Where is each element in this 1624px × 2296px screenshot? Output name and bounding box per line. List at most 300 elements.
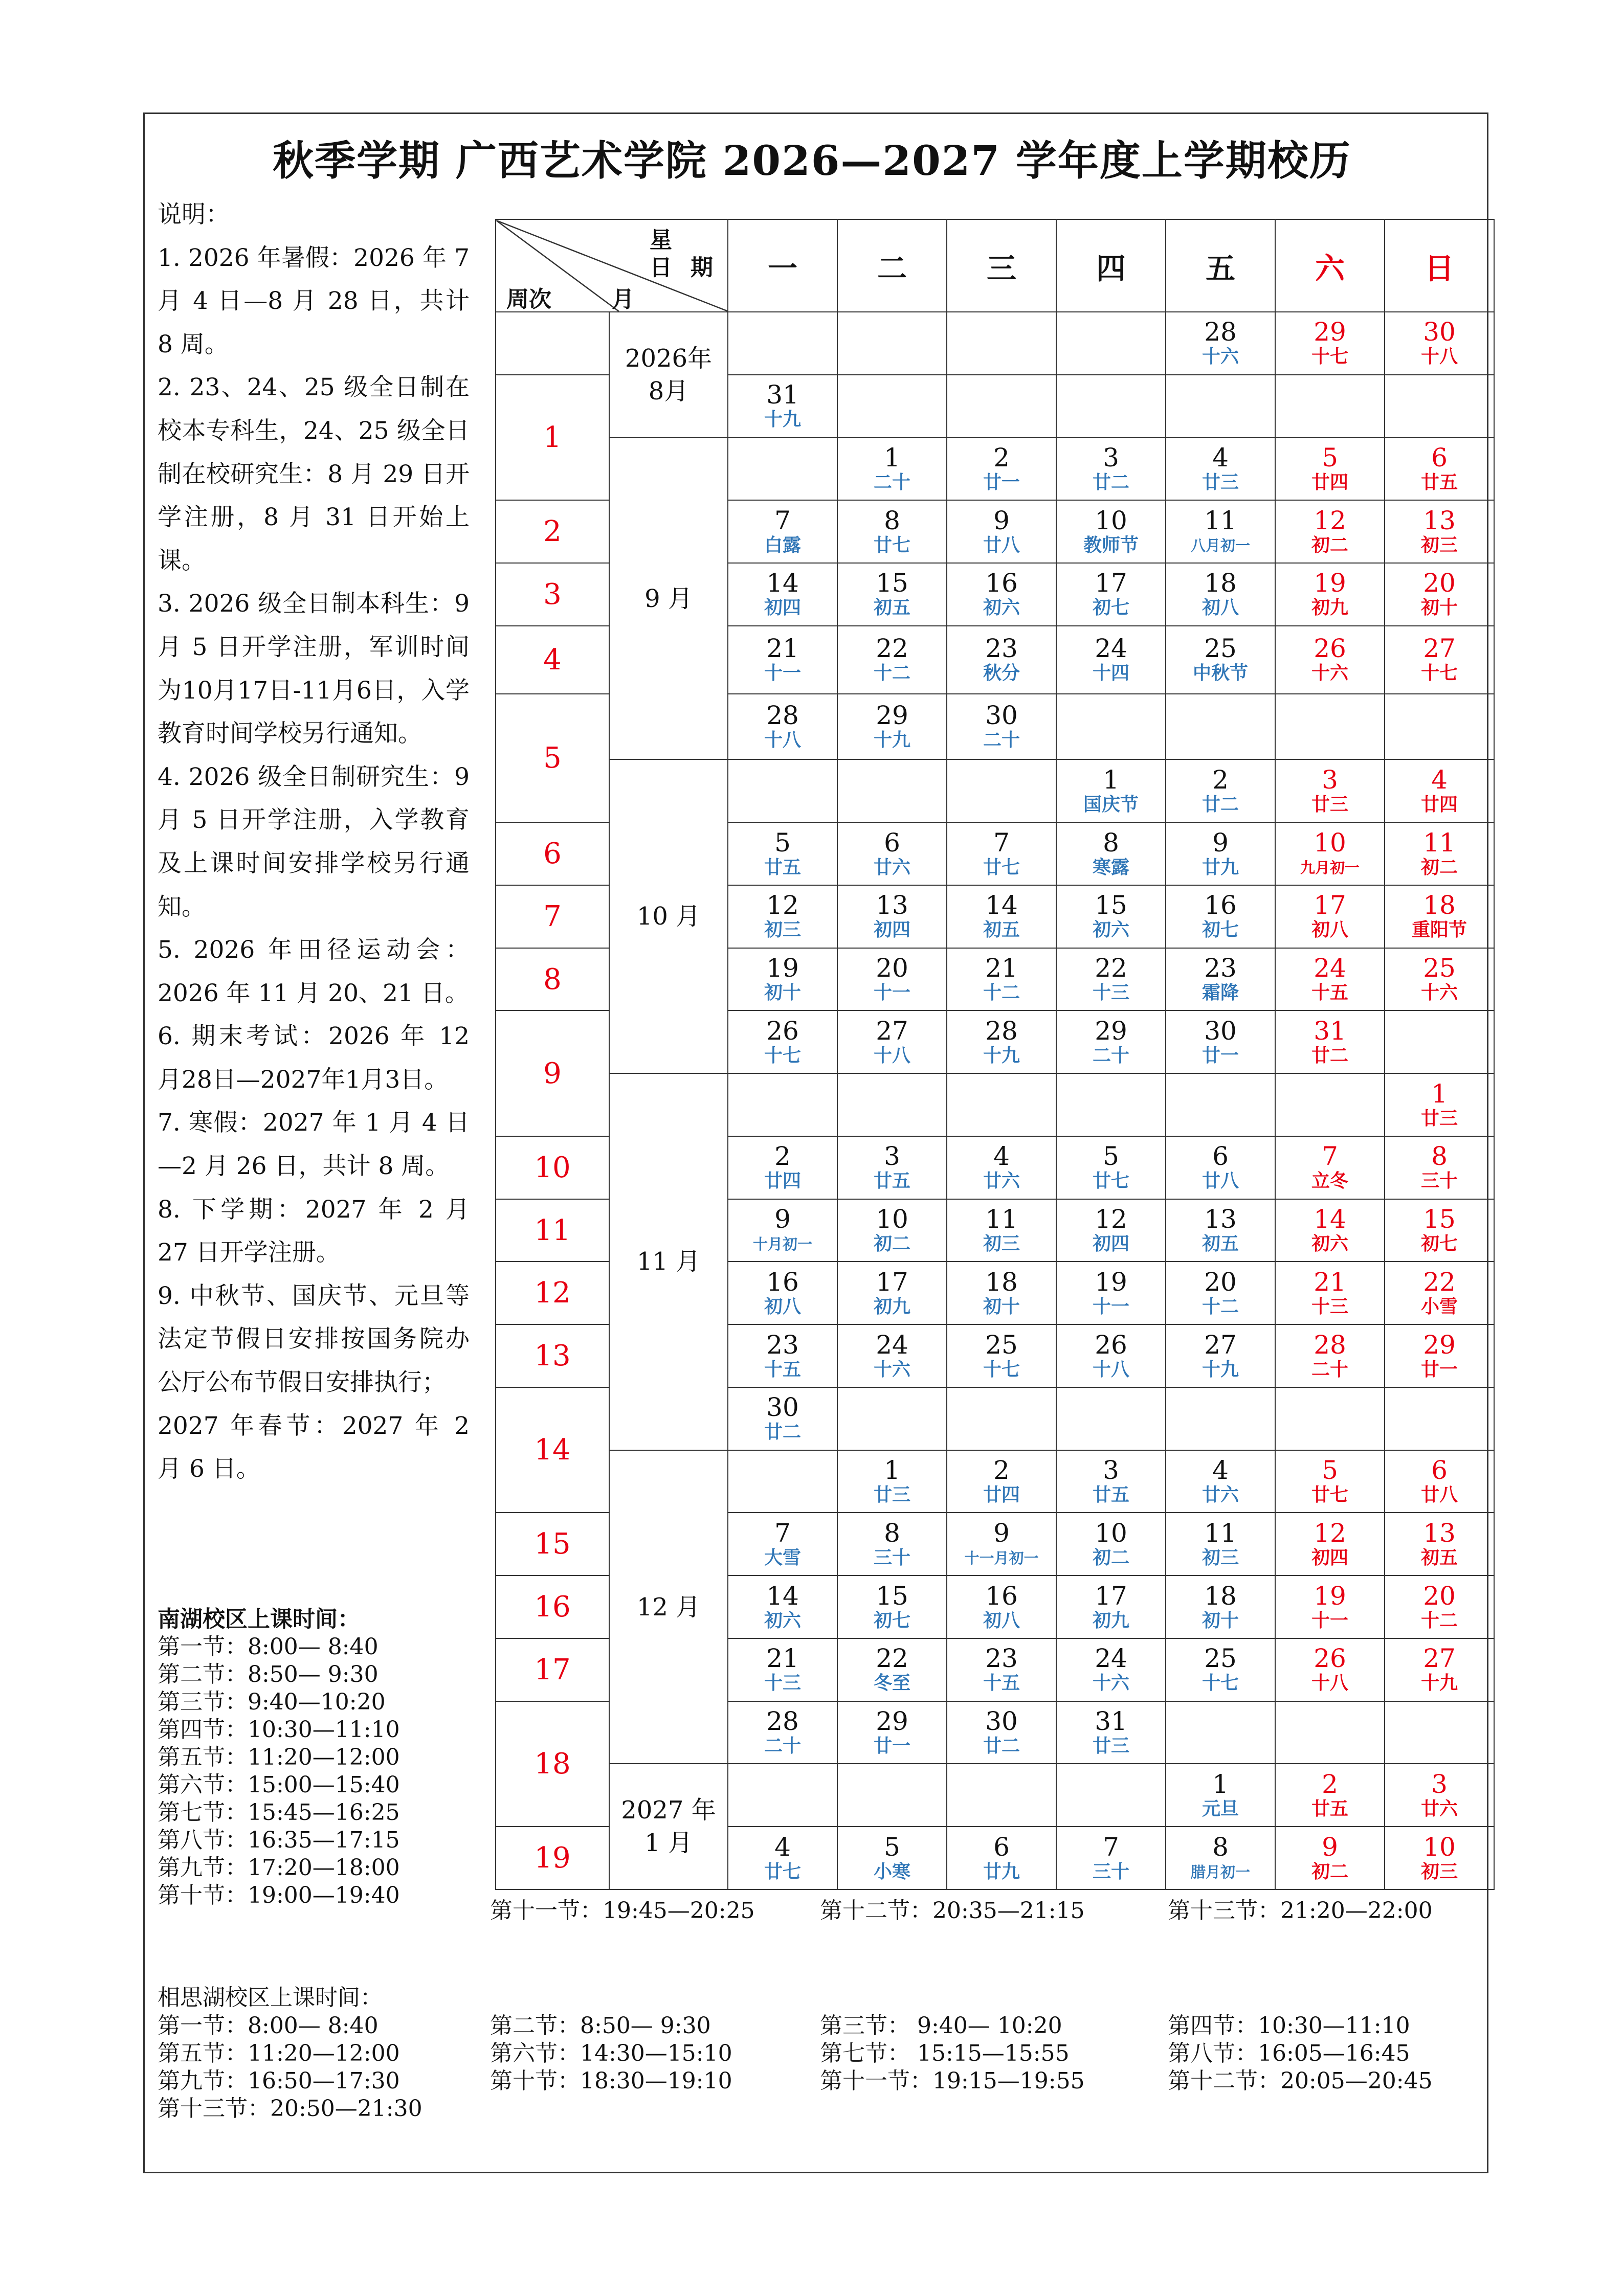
day-cell bbox=[1275, 1010, 1385, 1073]
lunar-date: 十三 bbox=[1311, 1296, 1348, 1317]
day-cell bbox=[728, 438, 837, 501]
day-cell bbox=[1275, 1387, 1385, 1450]
lunar-date: 十六 bbox=[873, 1359, 910, 1380]
day-cell bbox=[837, 1701, 947, 1764]
lunar-date: 十一 bbox=[764, 663, 801, 684]
day-number: 20 bbox=[1423, 568, 1456, 598]
day-cell bbox=[1385, 563, 1494, 626]
day-number: 19 bbox=[1095, 1267, 1127, 1297]
page-title: 秋季学期 广西艺术学院 2026—2027 学年度上学期校历 bbox=[273, 137, 1351, 185]
day-number: 23 bbox=[985, 634, 1018, 664]
lunar-date: 中秋节 bbox=[1192, 663, 1248, 684]
day-number: 20 bbox=[1204, 1267, 1237, 1297]
day-cell bbox=[837, 1324, 947, 1387]
lunar-date: 初八 bbox=[1202, 597, 1239, 619]
lunar-date: 初五 bbox=[1420, 1547, 1458, 1568]
period-item: 第十三节：21:20—22:00 bbox=[1168, 1898, 1433, 1924]
day-cell bbox=[728, 1513, 837, 1575]
day-number: 5 bbox=[884, 1832, 900, 1862]
day-number: 24 bbox=[1314, 953, 1346, 983]
day-cell bbox=[1166, 1764, 1275, 1827]
lunar-date: 十二 bbox=[1202, 1296, 1239, 1317]
week-number: 6 bbox=[496, 822, 609, 885]
day-number: 18 bbox=[1204, 568, 1237, 598]
lunar-date: 十一 bbox=[1092, 1296, 1129, 1317]
day-cell bbox=[1056, 1010, 1166, 1073]
lunar-date: 廿一 bbox=[1420, 1359, 1458, 1380]
week-number bbox=[496, 312, 609, 375]
period-item: 第三节： 9:40— 10:20 bbox=[820, 2013, 1062, 2039]
lunar-date: 初三 bbox=[1202, 1547, 1239, 1568]
lunar-date: 廿四 bbox=[983, 1484, 1020, 1506]
weekday-header: 六 bbox=[1275, 219, 1385, 312]
day-number: 14 bbox=[766, 1581, 799, 1611]
lunar-date: 廿七 bbox=[1092, 1170, 1129, 1192]
period-item: 第四节：10:30—11:10 bbox=[1168, 2013, 1410, 2039]
lunar-date: 廿六 bbox=[1420, 1798, 1458, 1819]
day-cell bbox=[728, 822, 837, 885]
day-number: 30 bbox=[1423, 317, 1456, 347]
day-cell bbox=[837, 694, 947, 760]
day-cell bbox=[1385, 694, 1494, 760]
day-cell bbox=[947, 1827, 1056, 1889]
xiangsihu-col-3 bbox=[820, 2012, 1085, 2095]
lunar-date: 廿六 bbox=[983, 1170, 1020, 1192]
lunar-date: 初二 bbox=[1311, 534, 1348, 556]
day-number: 12 bbox=[766, 890, 799, 920]
lunar-date: 廿七 bbox=[764, 1861, 801, 1882]
day-number: 2 bbox=[993, 1455, 1010, 1485]
day-cell bbox=[1275, 1324, 1385, 1387]
day-cell bbox=[1275, 312, 1385, 375]
day-cell bbox=[1385, 438, 1494, 501]
lunar-date: 廿六 bbox=[873, 857, 910, 878]
week-number: 7 bbox=[496, 885, 609, 948]
day-cell bbox=[1166, 694, 1275, 760]
day-cell bbox=[1385, 1827, 1494, 1889]
day-cell bbox=[1275, 1513, 1385, 1575]
day-number: 8 bbox=[1212, 1832, 1229, 1862]
day-number: 2 bbox=[1322, 1769, 1338, 1799]
lunar-date: 十八 bbox=[1420, 346, 1458, 368]
day-cell bbox=[728, 1387, 837, 1450]
period-item: 第一节：8:00— 8:40 bbox=[158, 1634, 379, 1660]
day-number: 3 bbox=[1103, 442, 1119, 472]
day-number: 22 bbox=[876, 634, 908, 664]
week-number: 2 bbox=[496, 500, 609, 563]
lunar-date: 初九 bbox=[1092, 1610, 1129, 1631]
day-cell bbox=[1056, 1262, 1166, 1324]
day-number: 10 bbox=[1314, 827, 1346, 858]
day-cell bbox=[837, 759, 947, 822]
lunar-date: 腊月初一 bbox=[1190, 1863, 1250, 1881]
calendar-row bbox=[496, 312, 1494, 375]
period-item: 第九节：16:50—17:30 bbox=[158, 2068, 400, 2094]
day-number: 2 bbox=[774, 1141, 791, 1172]
lunar-date: 初十 bbox=[1202, 1610, 1239, 1631]
day-number: 28 bbox=[985, 1016, 1018, 1046]
lunar-date: 十七 bbox=[1420, 663, 1458, 684]
period-item: 第八节：16:05—16:45 bbox=[1168, 2040, 1410, 2066]
period-item: 第三节：9:40—10:20 bbox=[158, 1689, 386, 1715]
day-number: 12 bbox=[1314, 505, 1346, 535]
week-number: 15 bbox=[496, 1513, 609, 1575]
day-cell bbox=[1385, 1575, 1494, 1638]
calendar-row bbox=[496, 1764, 1494, 1827]
lunar-date: 廿五 bbox=[764, 857, 801, 878]
day-cell bbox=[1056, 563, 1166, 626]
day-cell bbox=[1385, 500, 1494, 563]
day-number: 7 bbox=[1103, 1832, 1119, 1862]
day-number: 31 bbox=[766, 380, 799, 410]
lunar-date: 廿六 bbox=[1202, 1484, 1239, 1506]
day-cell bbox=[947, 1199, 1056, 1262]
day-number: 11 bbox=[1423, 827, 1456, 858]
period-item: 第五节：11:20—12:00 bbox=[158, 1744, 400, 1770]
day-cell bbox=[947, 626, 1056, 694]
lunar-date: 廿四 bbox=[1311, 471, 1348, 493]
day-number: 15 bbox=[1095, 890, 1127, 920]
lunar-date: 十七 bbox=[983, 1359, 1020, 1380]
day-number: 4 bbox=[1431, 764, 1448, 795]
day-number: 26 bbox=[766, 1016, 799, 1046]
period-item: 第六节：15:00—15:40 bbox=[158, 1772, 400, 1798]
day-number: 6 bbox=[1431, 442, 1448, 472]
period-item: 第四节：10:30—11:10 bbox=[158, 1717, 400, 1743]
day-number: 19 bbox=[1314, 568, 1346, 598]
day-number: 12 bbox=[1095, 1204, 1127, 1234]
lunar-date: 廿三 bbox=[1311, 794, 1348, 815]
lunar-date: 十一月初一 bbox=[964, 1549, 1039, 1567]
day-number: 9 bbox=[1322, 1832, 1338, 1862]
day-number: 29 bbox=[1095, 1016, 1127, 1046]
note-item: 4. 2026 级全日制研究生：9 月 5 日开学注册，入学教育及上课时间安排学校另行通知。 bbox=[158, 762, 470, 921]
calendar-table bbox=[495, 219, 1495, 1890]
xiangsihu-col-1 bbox=[158, 2012, 422, 2123]
lunar-date: 十五 bbox=[983, 1673, 1020, 1694]
day-cell bbox=[1056, 1575, 1166, 1638]
day-cell bbox=[1385, 1262, 1494, 1324]
day-number: 4 bbox=[1212, 442, 1229, 472]
day-cell bbox=[1275, 438, 1385, 501]
day-number: 20 bbox=[876, 953, 908, 983]
day-number: 29 bbox=[876, 1706, 908, 1737]
day-cell bbox=[1385, 312, 1494, 375]
lunar-date: 初九 bbox=[1311, 597, 1348, 619]
day-cell bbox=[1166, 1136, 1275, 1199]
lunar-date: 国庆节 bbox=[1083, 794, 1139, 815]
day-number: 2 bbox=[1212, 764, 1229, 795]
day-cell bbox=[1385, 1387, 1494, 1450]
note-item: 5. 2026 年田径运动会：2026 年 11 月 20、21 日。 bbox=[158, 936, 470, 1007]
lunar-date: 廿一 bbox=[873, 1736, 910, 1757]
day-cell bbox=[1056, 312, 1166, 375]
lunar-date: 教师节 bbox=[1083, 534, 1139, 556]
lunar-date: 廿五 bbox=[873, 1170, 910, 1192]
day-cell bbox=[947, 694, 1056, 760]
day-cell bbox=[1056, 759, 1166, 822]
day-cell bbox=[1385, 1764, 1494, 1827]
day-number: 5 bbox=[1322, 442, 1338, 472]
day-cell bbox=[1166, 1827, 1275, 1889]
weekday-header: 五 bbox=[1166, 219, 1275, 312]
day-cell bbox=[837, 1387, 947, 1450]
day-number: 17 bbox=[1314, 890, 1346, 920]
day-cell bbox=[728, 500, 837, 563]
lunar-date: 十四 bbox=[1092, 663, 1129, 684]
lunar-date: 初六 bbox=[764, 1610, 801, 1631]
day-cell bbox=[837, 500, 947, 563]
day-number: 11 bbox=[1204, 505, 1237, 535]
lunar-date: 十六 bbox=[1202, 346, 1239, 368]
calendar-row bbox=[496, 1073, 1494, 1136]
day-cell bbox=[728, 1199, 837, 1262]
day-number: 22 bbox=[1423, 1267, 1456, 1297]
lunar-date: 初十 bbox=[1420, 597, 1458, 619]
note-item: 9. 中秋节、国庆节、元旦等法定节假日安排按国务院办公厅公布节假日安排执行； bbox=[158, 1281, 470, 1397]
lunar-date: 十七 bbox=[764, 1045, 801, 1066]
lunar-date: 初二 bbox=[1420, 857, 1458, 878]
day-cell bbox=[1056, 1513, 1166, 1575]
day-number: 4 bbox=[774, 1832, 791, 1862]
lunar-date: 廿四 bbox=[1420, 794, 1458, 815]
day-cell bbox=[1385, 1199, 1494, 1262]
lunar-date: 廿九 bbox=[983, 1861, 1020, 1882]
lunar-date: 霜降 bbox=[1202, 982, 1239, 1004]
day-cell bbox=[728, 1450, 837, 1513]
day-number: 6 bbox=[884, 827, 900, 858]
day-cell bbox=[728, 1010, 837, 1073]
day-number: 26 bbox=[1314, 1644, 1346, 1674]
day-number: 7 bbox=[774, 1518, 791, 1548]
day-cell bbox=[728, 563, 837, 626]
lunar-date: 十二 bbox=[1420, 1610, 1458, 1631]
lunar-date: 秋分 bbox=[983, 663, 1020, 684]
day-cell bbox=[1166, 375, 1275, 438]
day-cell bbox=[728, 1827, 837, 1889]
lunar-date: 十九 bbox=[1202, 1359, 1239, 1380]
note-item: 7. 寒假：2027 年 1 月 4 日—2 月 26 日，共计 8 周。 bbox=[158, 1109, 470, 1181]
period-item: 第十节：19:00—19:40 bbox=[158, 1882, 400, 1908]
day-number: 24 bbox=[1095, 1644, 1127, 1674]
calendar-row bbox=[496, 438, 1494, 501]
day-number: 16 bbox=[985, 1581, 1018, 1611]
day-cell bbox=[947, 1638, 1056, 1701]
note-item: 2. 23、24、25 级全日制在校本专科生，24、25 级全日制在校研究生：8 月 29 日开学注册，8 月 31 日开始上课。 bbox=[158, 373, 470, 575]
lunar-date: 十八 bbox=[764, 730, 801, 751]
day-number: 1 bbox=[884, 1455, 900, 1485]
day-number: 5 bbox=[1322, 1455, 1338, 1485]
day-cell bbox=[1056, 1199, 1166, 1262]
period-item: 第六节：14:30—15:10 bbox=[490, 2040, 732, 2066]
lunar-date: 初六 bbox=[983, 597, 1020, 619]
day-cell bbox=[947, 1073, 1056, 1136]
lunar-date: 十七 bbox=[1311, 346, 1348, 368]
day-cell bbox=[1166, 1073, 1275, 1136]
lunar-date: 廿五 bbox=[1420, 471, 1458, 493]
day-cell bbox=[728, 375, 837, 438]
lunar-date: 初二 bbox=[1092, 1547, 1129, 1568]
weekday-header: 二 bbox=[837, 219, 947, 312]
day-number: 25 bbox=[1204, 634, 1237, 664]
day-cell bbox=[1385, 1010, 1494, 1073]
day-cell bbox=[1385, 1136, 1494, 1199]
day-number: 25 bbox=[985, 1330, 1018, 1360]
lunar-date: 白露 bbox=[764, 534, 801, 556]
lunar-date: 廿二 bbox=[1311, 1045, 1348, 1066]
day-cell bbox=[1275, 375, 1385, 438]
day-number: 14 bbox=[1314, 1204, 1346, 1234]
nanhu-schedule bbox=[158, 1606, 400, 1909]
lunar-date: 初十 bbox=[983, 1296, 1020, 1317]
lunar-date: 三十 bbox=[873, 1547, 910, 1568]
day-cell bbox=[1275, 759, 1385, 822]
lunar-date: 大雪 bbox=[764, 1547, 801, 1568]
day-number: 21 bbox=[766, 1644, 799, 1674]
calendar-row bbox=[496, 759, 1494, 822]
day-cell bbox=[837, 1513, 947, 1575]
week-number: 10 bbox=[496, 1136, 609, 1199]
day-cell bbox=[837, 822, 947, 885]
day-cell bbox=[1385, 1513, 1494, 1575]
day-cell bbox=[837, 375, 947, 438]
period-item: 第一节：8:00— 8:40 bbox=[158, 2013, 379, 2039]
day-cell bbox=[947, 312, 1056, 375]
day-number: 8 bbox=[884, 505, 900, 535]
day-cell bbox=[837, 1638, 947, 1701]
day-cell bbox=[1166, 1575, 1275, 1638]
day-cell bbox=[837, 1764, 947, 1827]
day-number: 9 bbox=[774, 1204, 791, 1234]
lunar-date: 初二 bbox=[873, 1233, 910, 1255]
day-cell bbox=[1275, 1262, 1385, 1324]
lunar-date: 初八 bbox=[1311, 919, 1348, 941]
day-number: 16 bbox=[1204, 890, 1237, 920]
lunar-date: 初二 bbox=[1311, 1861, 1348, 1882]
day-number: 28 bbox=[766, 701, 799, 731]
period-item: 第十节：18:30—19:10 bbox=[490, 2068, 732, 2094]
day-number: 10 bbox=[876, 1204, 908, 1234]
day-cell bbox=[837, 885, 947, 948]
day-cell bbox=[947, 1764, 1056, 1827]
day-cell bbox=[1385, 1701, 1494, 1764]
day-cell bbox=[728, 1764, 837, 1827]
day-number: 17 bbox=[1095, 568, 1127, 598]
day-cell bbox=[837, 626, 947, 694]
lunar-date: 重阳节 bbox=[1411, 919, 1467, 941]
lunar-date: 初七 bbox=[1202, 919, 1239, 941]
day-cell bbox=[1056, 438, 1166, 501]
day-cell bbox=[1275, 1450, 1385, 1513]
week-number: 8 bbox=[496, 948, 609, 1011]
day-number: 6 bbox=[993, 1832, 1010, 1862]
day-number: 15 bbox=[1423, 1204, 1456, 1234]
day-number: 9 bbox=[993, 1518, 1010, 1548]
day-cell bbox=[1056, 626, 1166, 694]
note-item: 1. 2026 年暑假：2026 年 7 月 4 日—8 月 28 日，共计 8 周。 bbox=[158, 243, 470, 358]
day-number: 27 bbox=[876, 1016, 908, 1046]
lunar-date: 十六 bbox=[1420, 982, 1458, 1004]
day-cell bbox=[1056, 1827, 1166, 1889]
day-number: 13 bbox=[1423, 1518, 1456, 1548]
day-number: 24 bbox=[1095, 634, 1127, 664]
lunar-date: 廿七 bbox=[983, 857, 1020, 878]
lunar-date: 廿二 bbox=[764, 1422, 801, 1443]
day-number: 30 bbox=[766, 1392, 799, 1423]
period-item: 第九节：17:20—18:00 bbox=[158, 1855, 400, 1881]
day-cell bbox=[947, 1450, 1056, 1513]
lunar-date: 八月初一 bbox=[1190, 536, 1250, 554]
lunar-date: 初七 bbox=[1092, 597, 1129, 619]
day-number: 28 bbox=[1314, 1330, 1346, 1360]
day-cell bbox=[1385, 885, 1494, 948]
day-number: 17 bbox=[876, 1267, 908, 1297]
lunar-date: 十九 bbox=[764, 409, 801, 431]
lunar-date: 初三 bbox=[764, 919, 801, 941]
day-cell bbox=[1385, 1450, 1494, 1513]
day-cell bbox=[1166, 822, 1275, 885]
lunar-date: 十月初一 bbox=[752, 1235, 812, 1253]
lunar-date: 廿五 bbox=[1092, 1484, 1129, 1506]
period-item: 第七节：15:45—16:25 bbox=[158, 1799, 400, 1826]
week-number: 13 bbox=[496, 1324, 609, 1387]
corner-month-label: 月 bbox=[612, 286, 634, 312]
lunar-date: 初十 bbox=[764, 982, 801, 1004]
day-cell bbox=[837, 438, 947, 501]
lunar-date: 十八 bbox=[1092, 1359, 1129, 1380]
day-number: 18 bbox=[985, 1267, 1018, 1297]
day-number: 18 bbox=[1423, 890, 1456, 920]
day-cell bbox=[1275, 948, 1385, 1011]
lunar-date: 十六 bbox=[1092, 1673, 1129, 1694]
day-number: 10 bbox=[1095, 505, 1127, 535]
lunar-date: 二十 bbox=[764, 1736, 801, 1757]
day-cell bbox=[837, 1010, 947, 1073]
day-number: 6 bbox=[1431, 1455, 1448, 1485]
day-cell bbox=[1166, 312, 1275, 375]
week-number: 3 bbox=[496, 563, 609, 626]
lunar-date: 二十 bbox=[1311, 1359, 1348, 1380]
day-number: 9 bbox=[993, 505, 1010, 535]
lunar-date: 廿三 bbox=[1092, 1736, 1129, 1757]
lunar-date: 十三 bbox=[1092, 982, 1129, 1004]
day-cell bbox=[947, 500, 1056, 563]
note-item: 6. 期末考试：2026 年 12 月28日—2027年1月3日。 bbox=[158, 1022, 470, 1094]
note-item: 3. 2026 级全日制本科生：9 月 5 日开学注册，军训时间为10月17日-11月6日，入学教育时间学校另行通知。 bbox=[158, 590, 470, 748]
lunar-date: 寒露 bbox=[1092, 857, 1129, 878]
day-number: 31 bbox=[1095, 1706, 1127, 1737]
corner-header bbox=[496, 219, 728, 312]
day-cell bbox=[1166, 1324, 1275, 1387]
day-cell bbox=[1166, 759, 1275, 822]
lunar-date: 廿三 bbox=[1202, 471, 1239, 493]
lunar-date: 初八 bbox=[764, 1296, 801, 1317]
period-item: 第十一节：19:45—20:25 bbox=[490, 1898, 755, 1924]
lunar-date: 初四 bbox=[1092, 1233, 1129, 1255]
day-number: 9 bbox=[1212, 827, 1229, 858]
lunar-date: 二十 bbox=[983, 730, 1020, 751]
lunar-date: 九月初一 bbox=[1300, 859, 1360, 876]
day-cell bbox=[1056, 1324, 1166, 1387]
day-cell bbox=[1056, 1136, 1166, 1199]
day-number: 19 bbox=[766, 953, 799, 983]
week-number: 18 bbox=[496, 1701, 609, 1827]
day-number: 22 bbox=[876, 1644, 908, 1674]
lunar-date: 初四 bbox=[1311, 1547, 1348, 1568]
lunar-date: 三十 bbox=[1092, 1861, 1129, 1882]
note-item: 8. 下学期：2027 年 2 月 27 日开学注册。 bbox=[158, 1195, 470, 1267]
day-cell bbox=[1056, 1638, 1166, 1701]
